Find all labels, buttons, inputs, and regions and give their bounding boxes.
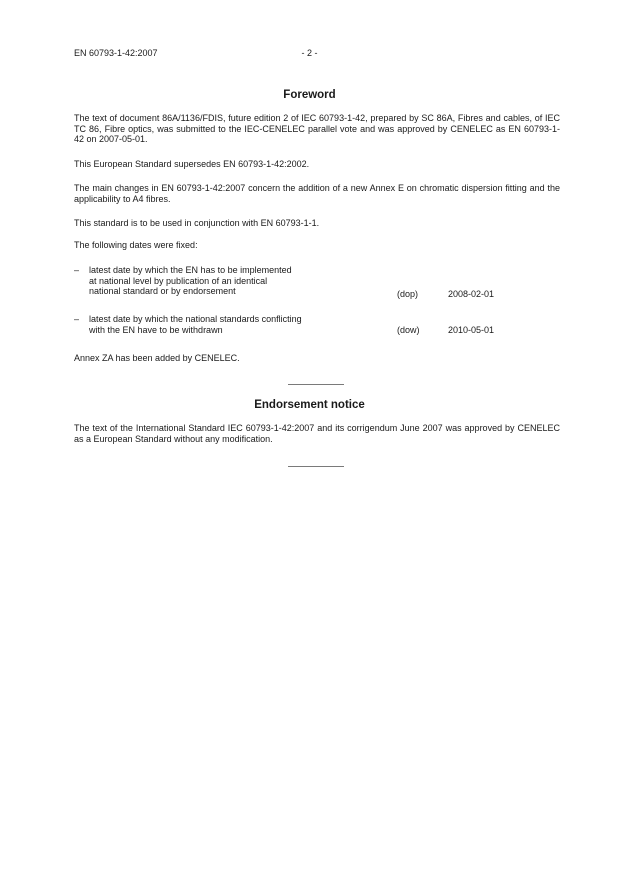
section-divider — [288, 466, 344, 467]
dow-description — [89, 314, 379, 335]
list-bullet: – — [74, 265, 80, 275]
dow-description-line: with the EN have to be withdrawn — [89, 324, 223, 335]
dow-description-line: latest date by which the national standards conflicting — [89, 314, 302, 324]
endorsement-title: Endorsement notice — [254, 399, 365, 411]
dop-description-line: national standard or by endorsement — [89, 286, 236, 296]
section-divider — [288, 384, 344, 385]
dop-date: 2008-02-01 — [448, 289, 495, 299]
annex-note: Annex ZA has been added by CENELEC. — [74, 353, 240, 363]
foreword-paragraph-2: This European Standard supersedes EN 60793-1-42:2002. — [74, 159, 310, 169]
endorsement-paragraph: The text of the International Standard IEC 60793-1-42:2007 and its corrigendum June 2007 was approved by CENELEC as a European Standard without any modification. — [74, 423, 560, 444]
foreword-paragraph-4: This standard is to be used in conjunction with EN 60793-1-1. — [74, 218, 320, 228]
page-number: - 2 - — [301, 48, 318, 58]
dop-description — [89, 265, 379, 297]
list-bullet: – — [74, 314, 80, 324]
foreword-paragraph-1: The text of document 86A/1136/FDIS, future edition 2 of IEC 60793-1-42, prepared by SC 86A, Fibres and cables, of IEC TC 86, Fibre optics, was submitted to the IEC-CENELEC parallel vote and was approved by CENELEC as EN 60793-1-42 on 2007-05-01. — [74, 113, 560, 144]
dop-code: (dop) — [397, 289, 419, 299]
dop-description-line: at national level by publication of an identical — [89, 275, 268, 286]
document-id: EN 60793-1-42:2007 — [74, 48, 158, 58]
dow-date: 2010-05-01 — [448, 325, 495, 335]
foreword-paragraph-5: The following dates were fixed: — [74, 240, 198, 250]
foreword-title: Foreword — [283, 89, 336, 101]
dop-description-line: latest date by which the EN has to be implemented — [89, 265, 292, 275]
dow-code: (dow) — [397, 325, 420, 335]
foreword-paragraph-3: The main changes in EN 60793-1-42:2007 concern the addition of a new Annex E on chromatic dispersion fitting and the applicability to A4 fibres. — [74, 183, 560, 204]
